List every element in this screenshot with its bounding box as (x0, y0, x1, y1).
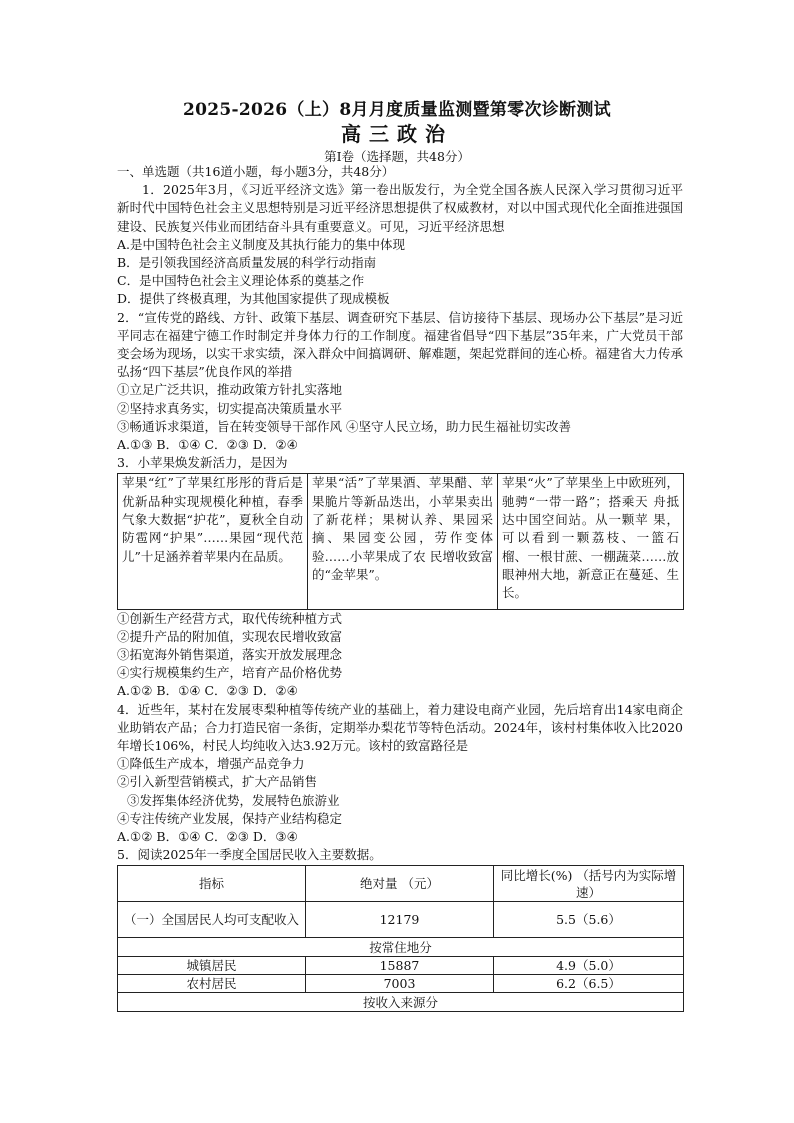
q3-item-1: ①创新生产经营方式，取代传统种植方式 (117, 610, 343, 626)
table-row (118, 474, 684, 609)
table-cell: 5.5（5.6） (494, 902, 684, 938)
q4-item-3: ③发挥集体经济优势，发展特色旅游业 (127, 792, 340, 808)
q4-item-1: ①降低生产成本，增强产品竞争力 (117, 756, 305, 772)
q1-option-c: C．是中国特色社会主义理论体系的奠基之作 (117, 273, 365, 289)
table-row (118, 866, 684, 902)
q4-stem: 4．近些年，某村在发展枣梨种植等传统产业的基础上，着力建设电商产业园，先后培育出14家电商企业助销农产品；合力打造民宿一条街，定期举办梨花节等特色活动。2024年，该村村集体收入比2020年增长106%，村民人均纯收入达3.92万元。该村的致富路径是 (117, 701, 683, 753)
exam-subject: 高三政治 (341, 122, 453, 146)
q3-cell-alive: 苹果“活”了苹果酒、苹果醋、苹果脆片等新品迭出，小苹果卖出了新花样；果树认养、果园采摘、果园变公园，劳作变体验……小苹果成了农 民增收致富的“金苹果”。 (308, 474, 498, 609)
question-body (117, 163, 683, 1012)
q1-option-d: D．提供了终极真理，为其他国家提供了现成模板 (117, 291, 390, 307)
q1-stem: 1．2025年3月，《习近平经济文选》第一卷出版发行，为全党全国各族人民深入学习贯彻习近平新时代中国特色社会主义思想特别是习近平经济思想提供了权威教材，对以中国式现代化全面推进强国建设、民族复兴伟业而团结奋斗具有重要意义。可见，习近平经济思想 (117, 182, 683, 234)
table-group-source: 按收入来源分 (118, 993, 684, 1012)
table-cell: 12179 (306, 902, 494, 938)
table-cell: 城镇居民 (118, 957, 306, 975)
q3-material-table (117, 473, 684, 609)
q2-item-2: ②坚持求真务实，切实提高决策质量水平 (117, 400, 343, 416)
q3-item-4: ④实行规模集约生产，培育产品价格优势 (117, 665, 343, 681)
q3-cell-red: 苹果“红”了苹果红彤彤的背后是优新品种实现规模化种植，春季气象大数据“护花”，夏秋全自动防雹网“护果”……果园“现代范儿”十足涵养着苹果内在品质。 (118, 474, 308, 609)
q3-item-3: ③拓宽海外销售渠道，落实开放发展理念 (117, 646, 343, 662)
q2-item-3: ③畅通诉求渠道，旨在转变领导干部作风 ④坚守人民立场，助力民生福祉切实改善 (117, 418, 571, 434)
table-row (118, 957, 684, 975)
q4-item-2: ②引入新型营销模式，扩大产品销售 (117, 774, 318, 790)
table-row (118, 975, 684, 993)
q5-stem: 5．阅读2025年一季度全国居民收入主要数据。 (117, 847, 382, 863)
q2-stem: 2．“宣传党的路线、方针、政策下基层、调查研究下基层、信访接待下基层、现场办公下基层”是习近平同志在福建宁德工作时制定并身体力行的工作制度。福建省倡导“四下基层”35年来，广大党员干部变会场为现场，以实干求实绩，深入群众中间搞调研、解难题，架起党群间的连心桥。福建省大力传承弘扬“四下基层”优良作风的举措 (117, 309, 683, 380)
table-row (118, 902, 684, 938)
q2-answers: A.①③ B．①④ C．②③ D．②④ (117, 437, 298, 453)
q5-income-table (117, 865, 684, 1012)
q2-item-1: ①立足广泛共识，推动政策方针扎实落地 (117, 382, 343, 398)
table-cell: 15887 (306, 957, 494, 975)
table-header-indicator: 指标 (118, 866, 306, 902)
table-header-growth: 同比增长(%) （括号内为实际增速） (494, 866, 684, 902)
table-group-row (118, 993, 684, 1012)
section-heading: 一、单选题（共16道小题，每小题3分，共48分） (117, 164, 395, 179)
q4-answers: A.①② B．①④ C．②③ D．③④ (117, 828, 298, 844)
q1-option-b: B．是引领我国经济高质量发展的科学行动指南 (117, 255, 377, 271)
table-header-amount: 绝对量 （元） (306, 866, 494, 902)
q3-cell-fire: 苹果“火”了苹果坐上中欧班列，驰骋“一带一路”；搭乘天 舟抵达中国空间站。从一颗苹 果，可以看到一颗荔枝、一篮石 榴、一根甘蔗、一棚蔬菜……放 眼神州大地，新意正在蔓延、生 长。 (498, 474, 684, 609)
q3-item-2: ②提升产品的附加值，实现农民增收致富 (117, 628, 343, 644)
exam-title: 2025-2026（上）8月月度质量监测暨第零次诊断测试 (183, 100, 611, 120)
table-cell: 7003 (306, 975, 494, 993)
table-cell: 农村居民 (118, 975, 306, 993)
table-group-residence: 按常住地分 (118, 938, 684, 957)
volume-heading: 第Ⅰ卷（选择题，共48分） (324, 149, 470, 164)
table-group-row (118, 938, 684, 957)
table-cell: （一）全国居民人均可支配收入 (118, 902, 306, 938)
q3-answers: A.①② B．①④ C．②③ D．②④ (117, 683, 298, 699)
table-cell: 4.9（5.0） (494, 957, 684, 975)
table-cell: 6.2（6.5） (494, 975, 684, 993)
q3-stem: 3．小苹果焕发新活力，是因为 (117, 455, 288, 471)
q4-item-4: ④专注传统产业发展，保持产业结构稳定 (117, 810, 343, 826)
q1-option-a: A.是中国特色社会主义制度及其执行能力的集中体现 (117, 236, 406, 252)
